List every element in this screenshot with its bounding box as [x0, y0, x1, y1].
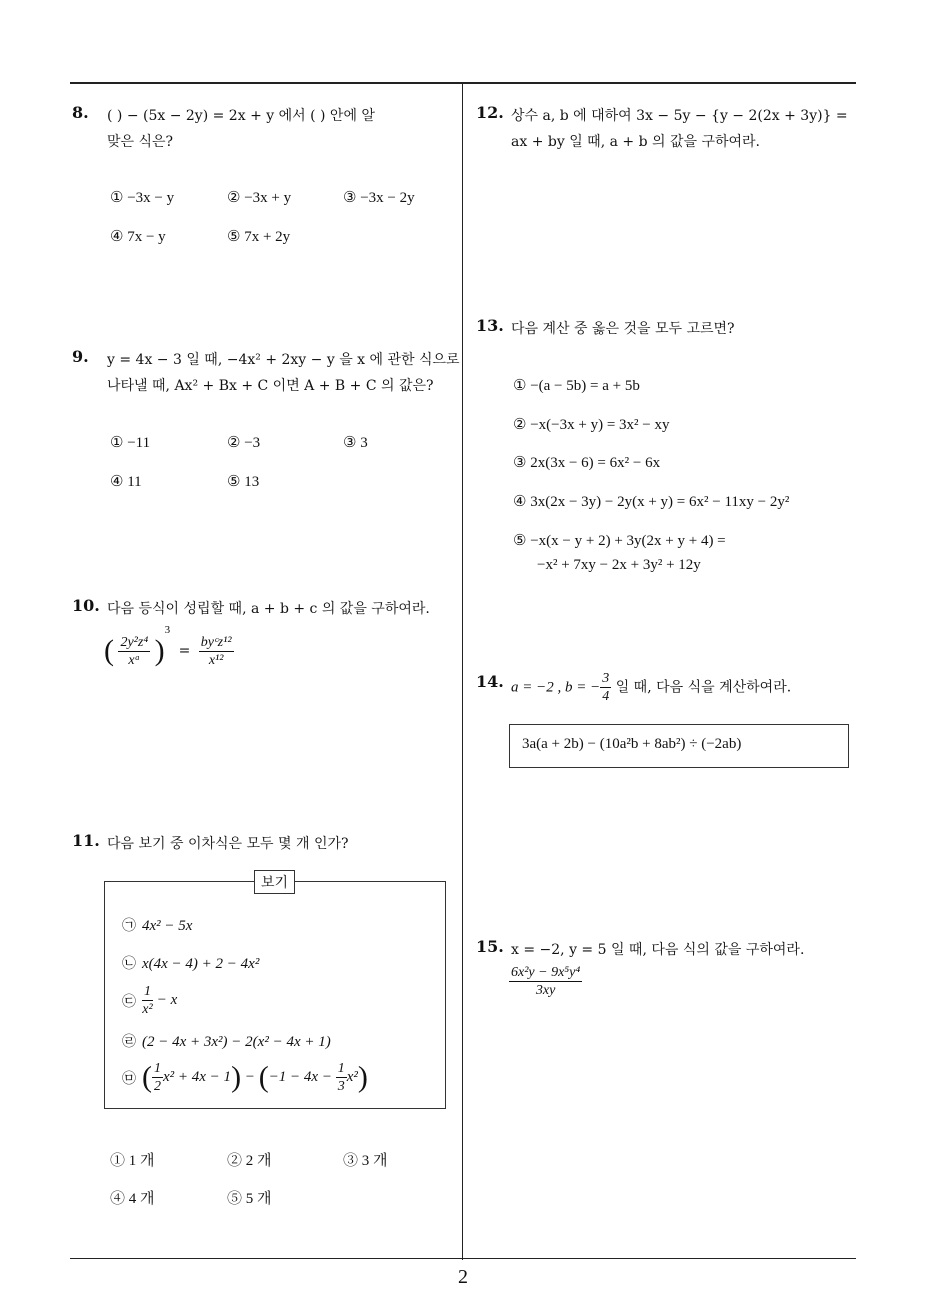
question-number: 15.	[476, 937, 504, 956]
question-text: 다음 보기 중 이차식은 모두 몇 개 인가?	[107, 836, 349, 852]
item-expression: x² + 4x − 1	[163, 1069, 232, 1085]
q14-expression: 3a(a + 2b) − (10a²b + 8ab²) ÷ (−2ab)	[522, 736, 742, 752]
item-mark: ㉤	[122, 1070, 136, 1087]
item-expression: (2 − 4x + 3x²) − 2(x² − 4x + 1)	[142, 1034, 331, 1050]
left-paren: (	[258, 1060, 269, 1094]
question-number: 10.	[72, 596, 100, 615]
q9-option-1[interactable]: ① −11	[110, 435, 151, 451]
lhs-fraction	[118, 634, 150, 669]
question-text: 다음 계산 중 옳은 것을 모두 고르면?	[511, 321, 735, 337]
fraction-denominator: 2	[154, 1079, 161, 1094]
minus-sign: −	[241, 1069, 259, 1085]
bogi-item-2	[122, 953, 259, 973]
q8-option-4[interactable]: ④ 7x − y	[110, 229, 166, 245]
question-number: 11.	[72, 831, 100, 850]
question-line-2: 맞은 식은?	[107, 134, 174, 150]
question-line-1: y = 4x − 3 일 때, −4x² + 2xy − y 을 x 에 관한 식으로	[107, 352, 460, 368]
item-expression: − x	[153, 992, 178, 1008]
right-paren: )	[231, 1060, 242, 1094]
q13-option-2[interactable]: ② −x(−3x + y) = 3x² − xy	[513, 417, 670, 433]
q13-option-5-continued: −x² + 7xy − 2x + 3y² + 12y	[537, 557, 701, 573]
page-number: 2	[458, 1266, 468, 1288]
item-expression: 4x² − 5x	[142, 918, 193, 934]
lhs-numerator: 2y²z⁴	[120, 634, 149, 650]
q8-option-3[interactable]: ③ −3x − 2y	[343, 190, 415, 206]
fraction-numerator: 6x²y − 9x⁵y⁴	[511, 965, 581, 980]
fraction-2	[336, 1060, 347, 1095]
rhs-denominator: x¹²	[208, 652, 224, 668]
q11-option-1[interactable]: ① 1 개	[110, 1153, 155, 1169]
lhs-exponent: 3	[164, 624, 171, 636]
top-rule	[70, 82, 856, 84]
q13-option-3[interactable]: ③ 2x(3x − 6) = 6x² − 6x	[513, 455, 661, 471]
item-expression: x(4x − 4) + 2 − 4x²	[142, 956, 260, 972]
q8-option-1[interactable]: ① −3x − y	[110, 190, 175, 206]
q9-option-5[interactable]: ⑤ 13	[227, 474, 260, 490]
q8-option-5[interactable]: ⑤ 7x + 2y	[227, 229, 291, 245]
q8-option-2[interactable]: ② −3x + y	[227, 190, 292, 206]
item-fraction	[142, 983, 153, 1018]
question-number: 13.	[476, 316, 504, 335]
q11-option-2[interactable]: ② 2 개	[227, 1153, 272, 1169]
question-text	[107, 103, 375, 155]
left-paren: (	[104, 634, 114, 667]
question-instruction: 일 때, 다음 식을 계산하여라.	[611, 679, 792, 696]
item-expression: x²	[346, 1069, 358, 1085]
item-mark: ㉣	[122, 1034, 136, 1050]
fraction-denominator: 3	[337, 1079, 345, 1094]
q9-option-3[interactable]: ③ 3	[343, 435, 368, 451]
item-mark: ㉡	[122, 956, 136, 972]
q13-option-4[interactable]: ④ 3x(2x − 3y) − 2y(x + y) = 6x² − 11xy − 2y²	[513, 494, 790, 510]
question-line-1: ( ) − (5x − 2y) = 2x + y 에서 ( ) 안에 알	[107, 108, 375, 124]
q9-option-2[interactable]: ② −3	[227, 435, 261, 451]
bogi-item-4	[122, 1031, 331, 1051]
question-number: 14.	[476, 672, 504, 691]
fraction-numerator: 1	[337, 1061, 345, 1076]
fraction-numerator: 1	[144, 984, 151, 999]
expression-fraction	[509, 964, 582, 999]
fraction-numerator: 3	[602, 671, 610, 686]
q11-option-3[interactable]: ③ 3 개	[343, 1153, 388, 1169]
bogi-item-5	[122, 1060, 368, 1095]
question-text: 다음 등식이 성립할 때, a + b + c 의 값을 구하여라.	[107, 601, 430, 617]
right-paren: )	[154, 634, 165, 667]
fraction-numerator: 1	[154, 1061, 161, 1076]
rhs-fraction	[199, 634, 234, 669]
bogi-label: 보기	[254, 870, 295, 894]
question-number: 12.	[476, 103, 504, 122]
question-text: x = −2, y = 5 일 때, 다음 식의 값을 구하여라.	[511, 942, 805, 958]
item-mark: ㉠	[122, 918, 136, 934]
q11-option-5[interactable]: ⑤ 5 개	[227, 1191, 272, 1207]
q13-option-5[interactable]: ⑤ −x(x − y + 2) + 3y(2x + y + 4) =	[513, 533, 726, 549]
fraction-denominator: 4	[602, 689, 610, 704]
fraction-denominator: x²	[142, 1002, 153, 1017]
question-line-1: 상수 a, b 에 대하여 3x − 5y − {y − 2(2x + 3y)} =	[511, 108, 848, 124]
rhs-numerator: byᶜz¹²	[200, 634, 232, 650]
given-values: a = −2 , b = −	[511, 679, 601, 696]
item-mark: ㉢	[122, 993, 136, 1010]
item-expression: −1 − 4x −	[268, 1069, 336, 1085]
question-text	[511, 670, 791, 705]
q15-expression	[509, 964, 582, 999]
q11-option-4[interactable]: ④ 4 개	[110, 1191, 155, 1207]
fraction-1	[152, 1060, 163, 1095]
left-paren: (	[142, 1060, 152, 1094]
bogi-item-3	[122, 983, 177, 1018]
bogi-item-1	[122, 915, 192, 935]
question-number: 9.	[72, 347, 89, 366]
bottom-rule	[70, 1258, 856, 1259]
right-paren: )	[357, 1060, 368, 1094]
q13-option-1[interactable]: ① −(a − 5b) = a + 5b	[513, 378, 640, 394]
b-fraction	[600, 670, 611, 705]
lhs-denominator: xᵃ	[128, 652, 141, 668]
q9-option-4[interactable]: ④ 11	[110, 474, 142, 490]
fraction-denominator: 3xy	[535, 983, 556, 998]
question-text	[511, 103, 848, 155]
question-number: 8.	[72, 103, 89, 122]
q10-equation	[104, 624, 234, 669]
question-text	[107, 347, 460, 399]
question-line-2: ax + by 일 때, a + b 의 값을 구하여라.	[511, 134, 761, 150]
equals-sign: =	[178, 643, 191, 659]
column-divider	[462, 84, 463, 1260]
question-line-2: 나타낼 때, Ax² + Bx + C 이면 A + B + C 의 값은?	[107, 378, 434, 394]
